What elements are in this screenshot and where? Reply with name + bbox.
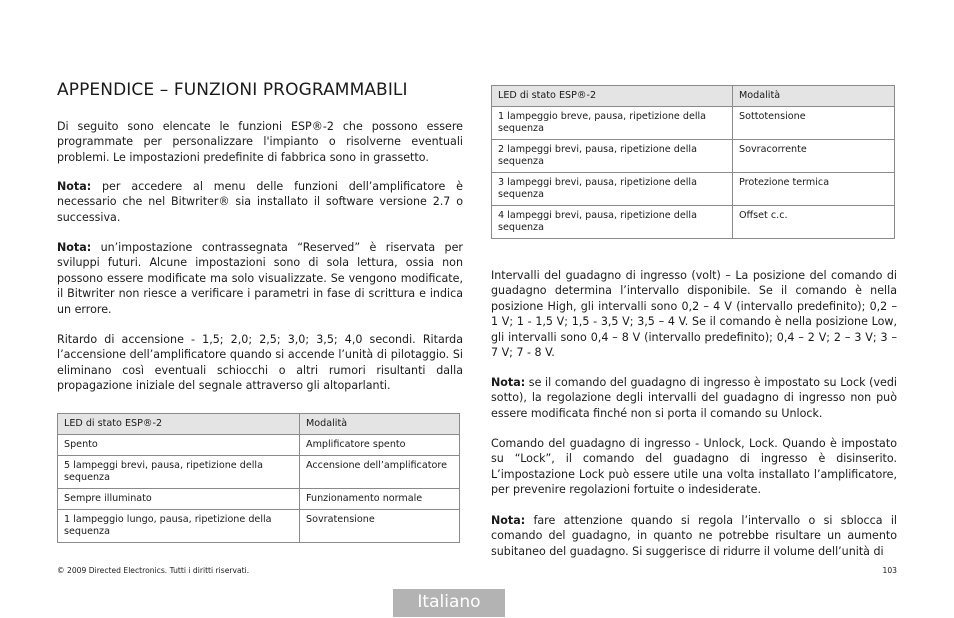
table-cell: Accensione dell’amplificatore <box>300 456 460 489</box>
turn-on-delay-paragraph: Ritardo di accensione - 1,5; 2,0; 2,5; 3,0; 3,5; 4,0 secondi. Ritarda l’accensione dell’amplificatore quando si accende l’unità di pilotaggio. Si eliminano così eventuali schiocchi o altri rumori risultanti dalla propagazione iniziale del segnale attraverso gli altoparlanti. <box>57 333 463 393</box>
table-header-cell: Modalità <box>733 86 895 107</box>
note-caution-paragraph <box>491 513 897 559</box>
table-row <box>492 140 895 173</box>
table-cell: Sovratensione <box>300 510 460 543</box>
table-cell: 4 lampeggi brevi, pausa, ripetizione della sequenza <box>492 206 733 239</box>
table-row <box>492 107 895 140</box>
table-header-cell: LED di stato ESP®-2 <box>58 414 300 435</box>
note-text: per accedere al menu delle funzioni dell’amplificatore è necessario che nel Bitwriter® sia installato il software versione 2.7 o successiva. <box>57 180 463 224</box>
copyright-notice: © 2009 Directed Electronics. Tutti i diritti riservati. <box>57 566 250 575</box>
table-row <box>58 489 460 510</box>
table-header-cell: Modalità <box>300 414 460 435</box>
table-row <box>58 456 460 489</box>
table-cell: 1 lampeggio lungo, pausa, ripetizione della sequenza <box>58 510 300 543</box>
note-gain-lock-paragraph <box>491 375 897 421</box>
note-label: Nota: <box>57 241 92 254</box>
table-cell: Amplificatore spento <box>300 435 460 456</box>
table-row <box>58 435 460 456</box>
table-header-cell: LED di stato ESP®-2 <box>492 86 733 107</box>
table-cell: Offset c.c. <box>733 206 895 239</box>
table-cell: 5 lampeggi brevi, pausa, ripetizione della sequenza <box>58 456 300 489</box>
note-label: Nota: <box>491 514 526 527</box>
intro-paragraph: Di seguito sono elencate le funzioni ESP®-2 che possono essere programmate per personalizzare l'impianto o risolverne eventuali problemi. Le impostazioni predefinite di fabbrica sono in grassetto. <box>57 120 463 164</box>
table-cell: Sempre illuminato <box>58 489 300 510</box>
table-cell: Protezione termica <box>733 173 895 206</box>
table-cell: 3 lampeggi brevi, pausa, ripetizione della sequenza <box>492 173 733 206</box>
note-text: se il comando del guadagno di ingresso è impostato su Lock (vedi sotto), la regolazione degli intervalli del guadagno di ingresso non può essere modificata finché non si porta il comando su Unlock. <box>491 376 897 420</box>
table-header-row <box>492 86 895 107</box>
gain-control-paragraph: Comando del guadagno di ingresso - Unlock, Lock. Quando è impostato su “Lock”, il comando del guadagno di ingresso è disinserito. L’impostazione Lock può essere utile una volta installato l’amplificatore, per prevenire regolazioni fortuite o indesiderate. <box>491 437 897 497</box>
note-text: fare attenzione quando si regola l’intervallo o si sblocca il comando del guadagno, in quanto ne potrebbe risultare un aumento subitaneo del guadagno. Si suggerisce di ridurre il volume dell’unità di <box>491 514 897 558</box>
table-cell: Sottotensione <box>733 107 895 140</box>
page-number: 103 <box>882 566 897 575</box>
note-text: un’impostazione contrassegnata “Reserved” è riservata per sviluppi futuri. Alcune impostazioni sono di sola lettura, ossia non possono essere modificate ma solo visualizzate. Se vengono modificate, il Bitwriter non riesce a verificare i parametri in fase di scrittura e indica un errore. <box>57 241 463 316</box>
note-label: Nota: <box>57 180 92 193</box>
note-reserved-paragraph <box>57 240 463 317</box>
table-cell: 1 lampeggio breve, pausa, ripetizione della sequenza <box>492 107 733 140</box>
language-tab: Italiano <box>393 589 505 617</box>
table-row <box>492 173 895 206</box>
table-header-row <box>58 414 460 435</box>
table-cell: Sovracorrente <box>733 140 895 173</box>
note-bitwriter-paragraph <box>57 179 463 225</box>
table-cell: Spento <box>58 435 300 456</box>
table-row <box>58 510 460 543</box>
led-status-table-right <box>491 85 895 239</box>
gain-range-paragraph: Intervalli del guadagno di ingresso (volt) – La posizione del comando di guadagno determina l’intervallo disponibile. Se il comando è nella posizione High, gli intervalli sono 0,2 – 4 V (intervallo predefinito); 0,2 – 1 V; 1 - 1,5 V; 1,5 - 3,5 V; 3,5 – 4 V. Se il comando è nella posizione Low, gli intervalli sono 0,4 – 8 V (intervallo predefinito); 0,4 – 2 V; 2 – 3 V; 3 – 7 V; 7 - 8 V. <box>491 269 897 360</box>
table-cell: Funzionamento normale <box>300 489 460 510</box>
led-status-table-left <box>57 413 460 543</box>
table-row <box>492 206 895 239</box>
note-label: Nota: <box>491 376 526 389</box>
page-title: APPENDICE – FUNZIONI PROGRAMMABILI <box>57 80 408 100</box>
table-cell: 2 lampeggi brevi, pausa, ripetizione della sequenza <box>492 140 733 173</box>
